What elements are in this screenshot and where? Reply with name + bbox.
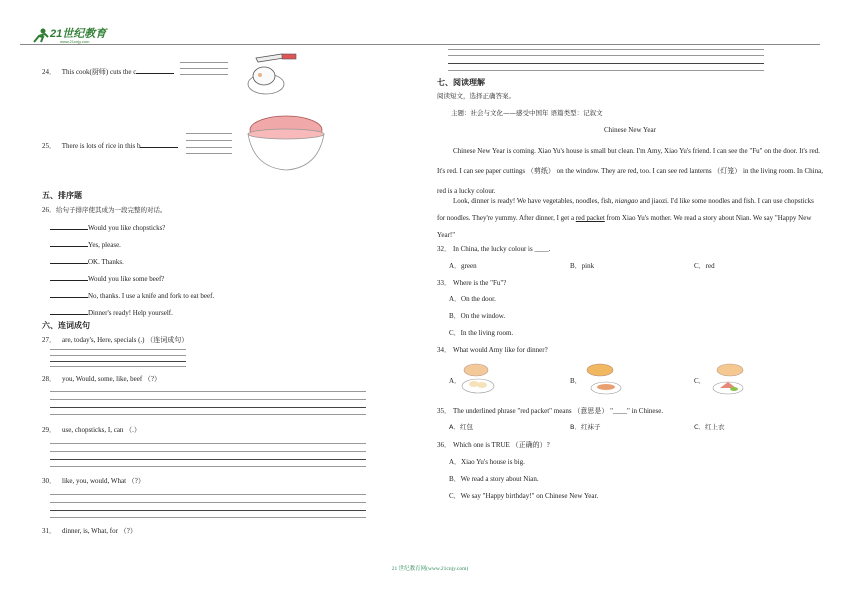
- option-a[interactable]: A．Xiao Yu's house is big.: [449, 458, 525, 466]
- option-c[interactable]: C．: [694, 377, 706, 385]
- question-24: 24． This cook(厨师) cuts the c: [42, 67, 174, 76]
- question-25: 25． There is lots of rice in this b: [42, 141, 178, 150]
- runner-logo-icon: [30, 28, 50, 44]
- header-rule: [20, 44, 820, 45]
- story-paragraph-2: Look, dinner is ready! We have vegetables, noodles, fish, niangao and jiaozi. I'd like some noodles and fish. I can use chopsticks for noodles. They're yummy. After dinner, I get a red packet from Xiao Yu's mother. We read a story about Nian. We say "Happy New Year!": [437, 197, 814, 239]
- order-item: Would you like chopsticks?: [50, 223, 165, 232]
- writing-line: [50, 349, 186, 350]
- question-26: 26．给句子排序使其成为一段完整的对话。: [42, 206, 167, 214]
- writing-line: [50, 451, 366, 452]
- writing-line: [186, 147, 232, 148]
- writing-line: [50, 510, 366, 511]
- option-b[interactable]: B．: [570, 377, 582, 385]
- question-35: 35． The underlined phrase "red packet" means （意思是） "____" in Chinese.: [437, 407, 664, 415]
- writing-line: [448, 70, 764, 71]
- option-b[interactable]: B．红袜子: [570, 423, 601, 431]
- answer-blank[interactable]: [50, 223, 88, 230]
- question-36: 36． Which one is TRUE （正确的）?: [437, 441, 550, 449]
- option-a[interactable]: A．: [449, 377, 462, 385]
- answer-blank[interactable]: [50, 257, 88, 264]
- rice-bowl-picture: [244, 108, 328, 172]
- answer-blank[interactable]: [140, 141, 178, 148]
- option-b[interactable]: B．We read a story about Nian.: [449, 475, 539, 483]
- chicken-knife-picture: [236, 50, 302, 96]
- logo-url: www.21cnjy.com: [60, 39, 90, 44]
- writing-line: [50, 407, 366, 408]
- section-5-title: 五、排序题: [42, 191, 82, 200]
- question-33: 33． Where is the "Fu"?: [437, 279, 507, 287]
- jiaozi-vegetable-picture: [710, 360, 750, 398]
- section-7-title: 七、阅读理解: [437, 78, 485, 87]
- order-item: Dinner's ready! Help yourself.: [50, 308, 173, 317]
- option-c[interactable]: C．In the living room.: [449, 329, 514, 337]
- question-29: 29． use, chopsticks, I, can （.）: [42, 426, 141, 434]
- writing-line: [180, 74, 228, 75]
- writing-line: [180, 62, 228, 63]
- story-paragraph-1: Chinese New Year is coming. Xiao Yu's house is small but clean. I'm Amy, Xiao Yu's friend. I can see the "Fu" on the door. It's red. It's red. I can see paper cuttings （剪纸） on the window. They are red, too. I can see red lanterns （灯笼） in the living room. In China, red is a lucky colour.: [437, 147, 823, 195]
- question-27: 27． are, today's, Here, specials (.) （连词成句）: [42, 336, 189, 344]
- writing-line: [50, 494, 366, 495]
- writing-line: [50, 517, 366, 518]
- dumpling-food-picture: [460, 360, 500, 398]
- question-30: 30． like, you, would, What （?）: [42, 477, 145, 485]
- writing-line: [186, 133, 232, 134]
- question-28: 28． you, Would, some, like, beef （?）: [42, 375, 162, 383]
- option-b[interactable]: B．pink: [570, 262, 595, 270]
- writing-line: [50, 443, 366, 444]
- answer-blank[interactable]: [50, 274, 88, 281]
- writing-line: [50, 355, 186, 356]
- writing-line: [50, 366, 186, 367]
- writing-line: [448, 63, 764, 64]
- reading-theme: 主题：社会与文化——感受中国年 语篇类型：记叙文: [451, 109, 603, 117]
- story-title: Chinese New Year: [604, 126, 656, 134]
- order-item: OK. Thanks.: [50, 257, 124, 266]
- question-32: 32． In China, the lucky colour is ____.: [437, 245, 551, 253]
- option-c[interactable]: C．红上衣: [694, 423, 725, 431]
- order-item: Yes, please.: [50, 240, 121, 249]
- writing-line: [186, 153, 232, 154]
- writing-line: [448, 49, 764, 50]
- option-b[interactable]: B．On the window.: [449, 312, 506, 320]
- option-c[interactable]: C．red: [694, 262, 715, 270]
- answer-blank[interactable]: [136, 67, 174, 74]
- answer-blank[interactable]: [50, 240, 88, 247]
- question-31: 31． dinner, is, What, for （?）: [42, 527, 137, 535]
- order-item: Would you like some beef?: [50, 274, 164, 283]
- writing-line: [50, 502, 366, 503]
- writing-line: [50, 361, 186, 362]
- underlined-phrase: red packet: [575, 214, 605, 222]
- logo-text: 21世纪教育: [50, 28, 107, 40]
- option-a[interactable]: A．红包: [449, 423, 473, 431]
- noodles-fish-picture: [584, 360, 624, 398]
- question-34: 34． What would Amy like for dinner?: [437, 346, 548, 354]
- writing-line: [50, 466, 366, 467]
- writing-line: [448, 55, 764, 56]
- option-a[interactable]: A．On the door.: [449, 295, 496, 303]
- answer-blank[interactable]: [50, 308, 88, 315]
- reading-instruction: 阅读短文，选择正确答案。: [437, 92, 515, 100]
- option-a[interactable]: A．green: [449, 262, 477, 270]
- order-item: No, thanks. I use a knife and fork to eat beef.: [50, 291, 214, 300]
- writing-line: [180, 68, 228, 69]
- writing-line: [50, 399, 366, 400]
- option-c[interactable]: C．We say "Happy birthday!" on Chinese New Year.: [449, 492, 599, 500]
- page-footer: 21 世纪教育网(www.21cnjy.com): [391, 566, 469, 572]
- writing-line: [50, 459, 366, 460]
- writing-line: [186, 140, 232, 141]
- writing-line: [50, 414, 366, 415]
- section-6-title: 六、连词成句: [42, 321, 90, 330]
- writing-line: [50, 391, 366, 392]
- answer-blank[interactable]: [50, 291, 88, 298]
